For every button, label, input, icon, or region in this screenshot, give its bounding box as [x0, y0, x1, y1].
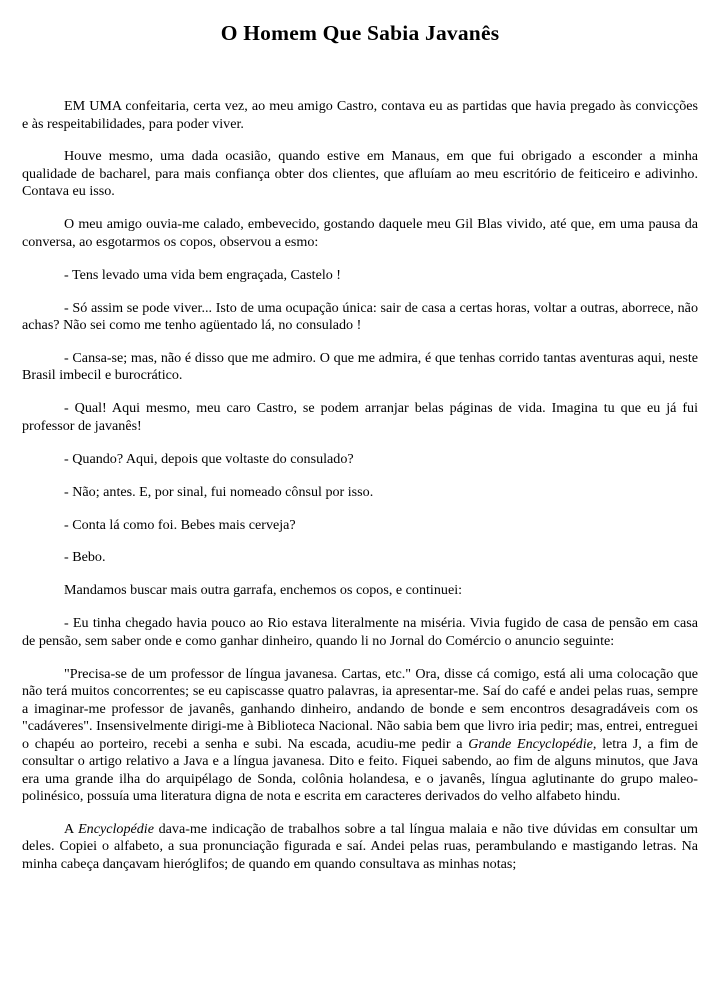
paragraph: EM UMA confeitaria, certa vez, ao meu amigo Castro, contava eu as partidas que havia pregado às convicções e às respeitabilidades, para poder viver.	[22, 98, 698, 132]
paragraph: - Conta lá como foi. Bebes mais cerveja?	[64, 516, 296, 533]
paragraph: Houve mesmo, uma dada ocasião, quando estive em Manaus, em que fui obrigado a esconder a minha qualidade de bacharel, para mais confiança obter dos clientes, que afluíam ao meu escritório de feiticeiro e adivinho. Contava eu isso.	[22, 148, 698, 200]
paragraph-text: A	[64, 820, 79, 837]
paragraph: - Quando? Aqui, depois que voltaste do consulado?	[64, 450, 354, 467]
paragraph-encyclopedie-2	[22, 821, 698, 874]
book-title: Encyclopédie	[78, 820, 154, 837]
paragraph: - Cansa-se; mas, não é disso que me admiro. O que me admira, é que tenhas corrido tantas aventuras aqui, neste Brasil imbecil e burocrático.	[22, 349, 698, 384]
book-title: Grande Encyclopédie	[468, 735, 593, 752]
paragraph: - Só assim se pode viver... Isto de uma ocupação única: sair de casa a certas horas, voltar a outras, aborrece, não achas? Não sei como me tenho agüentado lá, no consulado !	[22, 299, 698, 334]
paragraph-text: "Precisa-se de um professor de língua javanesa. Cartas, etc." Ora, disse cá comigo, está ali uma colocação que não terá muitos concorrentes; se eu capiscasse quatro palavras, ia apresentar-me. Saí do café e andei pelas ruas, sempre a imaginar-me professor de javanês, ganhando dinheiro, andando de bonde e sem encontros desagradáveis com os "cadáveres". Insensivelmente dirigi-me à Biblioteca Nacional. Não sabia bem que livro iria pedir; mas, entrei, entreguei o chapéu ao porteiro, recebi a senha e subi. Na escada, acudiu-me pedir a	[22, 665, 698, 752]
paragraph: - Tens levado uma vida bem engraçada, Castelo !	[64, 266, 342, 283]
paragraph: - Eu tinha chegado havia pouco ao Rio estava literalmente na miséria. Vivia fugido de casa de pensão em casa de pensão, sem saber onde e como ganhar dinheiro, quando li no Jornal do Comércio o anuncio seguinte:	[22, 615, 698, 649]
paragraph-text: dava-me indicação de trabalhos sobre a tal língua malaia e não tive dúvidas em consultar um deles. Copiei o alfabeto, a sua pronunciação figurada e saí. Andei pelas ruas, perambulando e mastigando letras. Na minha cabeça dançavam hieróglifos; de quando em quando consultava as minhas notas;	[22, 820, 698, 872]
paragraph: Mandamos buscar mais outra garrafa, enchemos os copos, e continuei:	[64, 582, 463, 599]
paragraph-text: , letra J, a fim de consultar o artigo relativo a Java e a língua javanesa. Dito e feito. Fiquei sabendo, ao fim de alguns minutos, que Java era uma grande ilha do arquipélago de Sonda, colônia holandesa, e o javanês, língua aglutinante do grupo maleo-polinésico, possuía uma literatura digna de nota e escrita em caracteres derivados do velho alfabeto hindu.	[22, 735, 698, 805]
paragraph: O meu amigo ouvia-me calado, embevecido, gostando daquele meu Gil Blas vivido, até que, em uma pausa da conversa, ao esgotarmos os copos, observou a esmo:	[22, 216, 698, 250]
document-title: O Homem Que Sabia Javanês	[220, 21, 500, 45]
paragraph: - Bebo.	[64, 549, 106, 566]
paragraph: - Qual! Aqui mesmo, meu caro Castro, se podem arranjar belas páginas de vida. Imagina tu que eu já fui professor de javanês!	[22, 400, 698, 434]
paragraph-encyclopedie	[22, 666, 698, 806]
paragraph: - Não; antes. E, por sinal, fui nomeado cônsul por isso.	[64, 483, 374, 500]
